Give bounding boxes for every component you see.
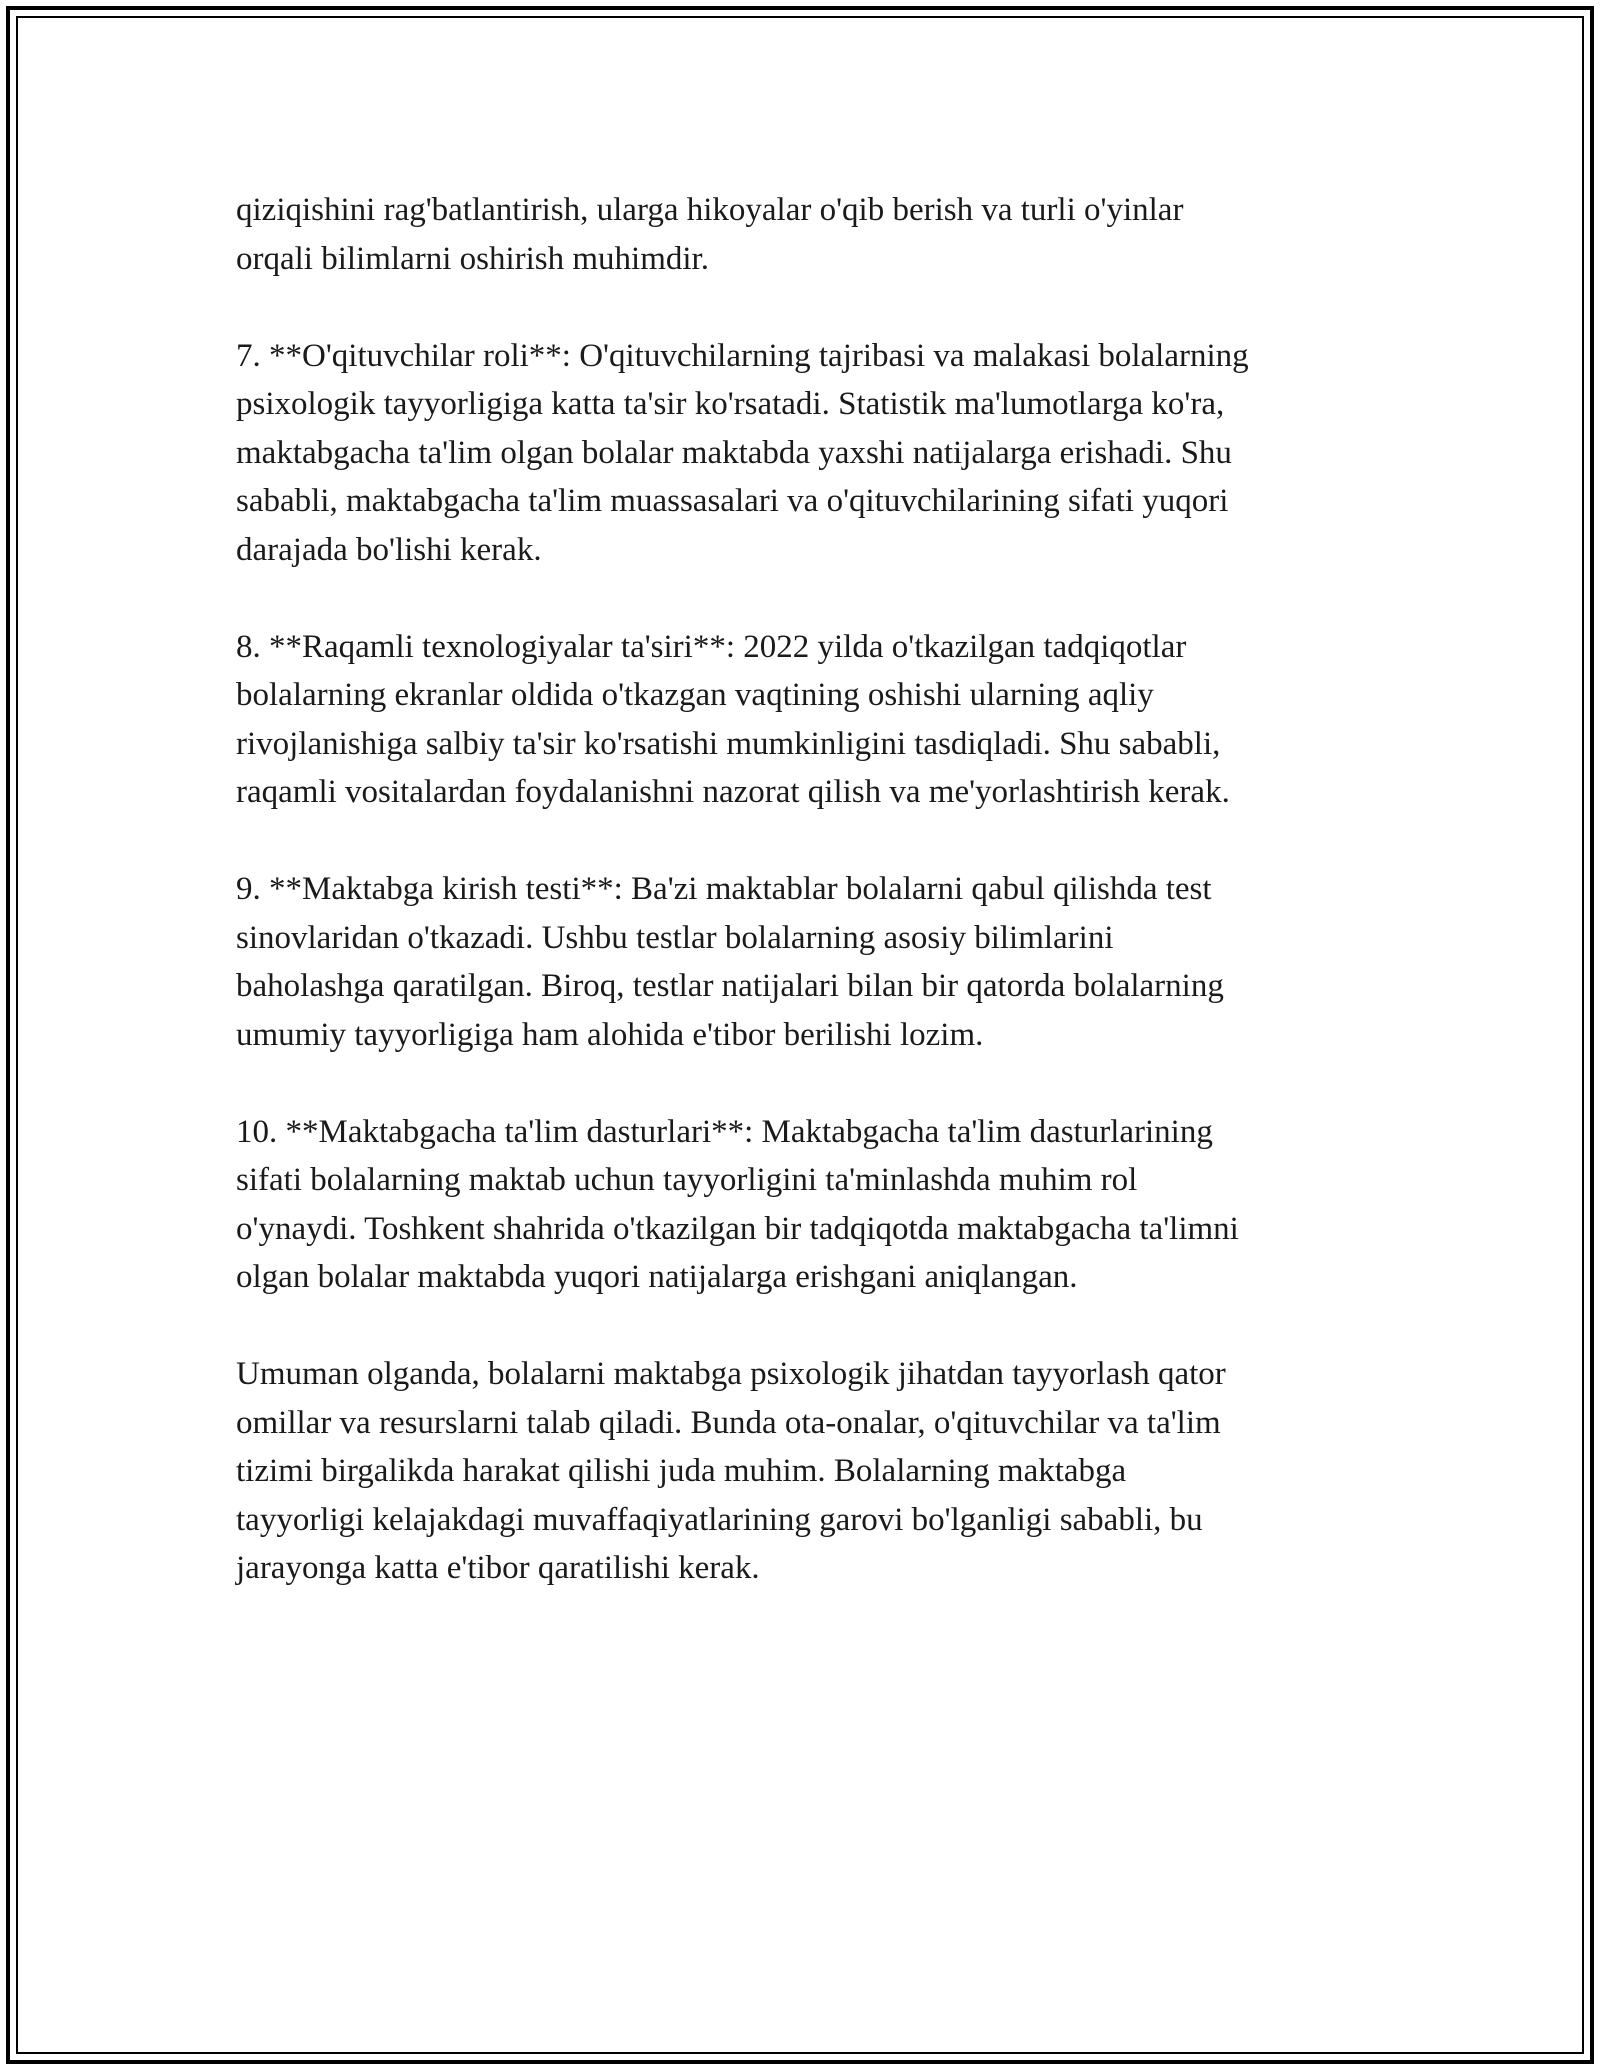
text-line: 9. **Maktabga kirish testi**: Ba'zi maktablar bolalarni qabul qilishda test: [236, 871, 1212, 907]
paragraph-item-9: [236, 865, 1376, 1059]
paragraph-conclusion: [236, 1350, 1376, 1593]
text-line: 10. **Maktabgacha ta'lim dasturlari**: Maktabgacha ta'lim dasturlarining: [236, 1113, 1213, 1150]
text-line: omillar va resurslarni talab qiladi. Bunda ota-onalar, o'qituvchilar va ta'lim: [236, 1404, 1221, 1441]
text-line: qiziqishini rag'batlantirish, ularga hikoyalar o'qib berish va turli o'yinlar: [236, 192, 1184, 228]
paragraph-item-10: [236, 1108, 1376, 1302]
text-line: Umuman olganda, bolalarni maktabga psixologik jihatdan tayyorlash qator: [236, 1356, 1226, 1392]
text-line: tizimi birgalikda harakat qilishi juda muhim. Bolalarning maktabga: [236, 1453, 1127, 1489]
text-line: 7. **O'qituvchilar roli**: O'qituvchilarning tajribasi va malakasi bolalarning: [236, 337, 1249, 374]
text-line: o'ynaydi. Toshkent shahrida o'tkazilgan bir tadqiqotda maktabgacha ta'limni: [236, 1210, 1239, 1247]
text-line: sababli, maktabgacha ta'lim muassasalari va o'qituvchilarining sifati yuqori: [236, 483, 1229, 519]
text-line: jarayonga katta e'tibor qaratilishi kerak.: [236, 1550, 760, 1586]
paragraph-item-8: [236, 623, 1376, 817]
text-line: tayyorligi kelajakdagi muvaffaqiyatlarining garovi bo'lganligi sababli, bu: [236, 1501, 1203, 1538]
text-line: olgan bolalar maktabda yuqori natijalarga erishgani aniqlangan.: [236, 1259, 1078, 1295]
text-line: darajada bo'lishi kerak.: [236, 531, 542, 568]
text-line: orqali bilimlarni oshirish muhimdir.: [236, 240, 709, 277]
text-line: baholashga qaratilgan. Biroq, testlar natijalari bilan bir qatorda bolalarning: [236, 968, 1224, 1004]
text-line: rivojlanishiga salbiy ta'sir ko'rsatishi mumkinligini tasdiqladi. Shu sababli,: [236, 725, 1221, 762]
text-line: raqamli vositalardan foydalanishni nazorat qilish va me'yorlashtirish kerak.: [236, 774, 1230, 810]
text-line: 8. **Raqamli texnologiyalar ta'siri**: 2022 yilda o'tkazilgan tadqiqotlar: [236, 628, 1187, 665]
text-line: sifati bolalarning maktab uchun tayyorligini ta'minlashda muhim rol: [236, 1162, 1138, 1198]
text-line: bolalarning ekranlar oldida o'tkazgan vaqtining oshishi ularning aqliy: [236, 677, 1154, 713]
paragraph-item-7: [236, 332, 1376, 575]
text-line: maktabgacha ta'lim olgan bolalar maktabda yaxshi natijalarga erishadi. Shu: [236, 434, 1232, 471]
text-line: umumiy tayyorligiga ham alohida e'tibor berilishi lozim.: [236, 1016, 984, 1053]
document-body: [236, 186, 1376, 1641]
paragraph-intro-continuation: [236, 186, 1376, 283]
text-line: sinovlaridan o'tkazadi. Ushbu testlar bolalarning asosiy bilimlarini: [236, 919, 1114, 956]
text-line: psixologik tayyorligiga katta ta'sir ko'rsatadi. Statistik ma'lumotlarga ko'ra,: [236, 386, 1225, 422]
